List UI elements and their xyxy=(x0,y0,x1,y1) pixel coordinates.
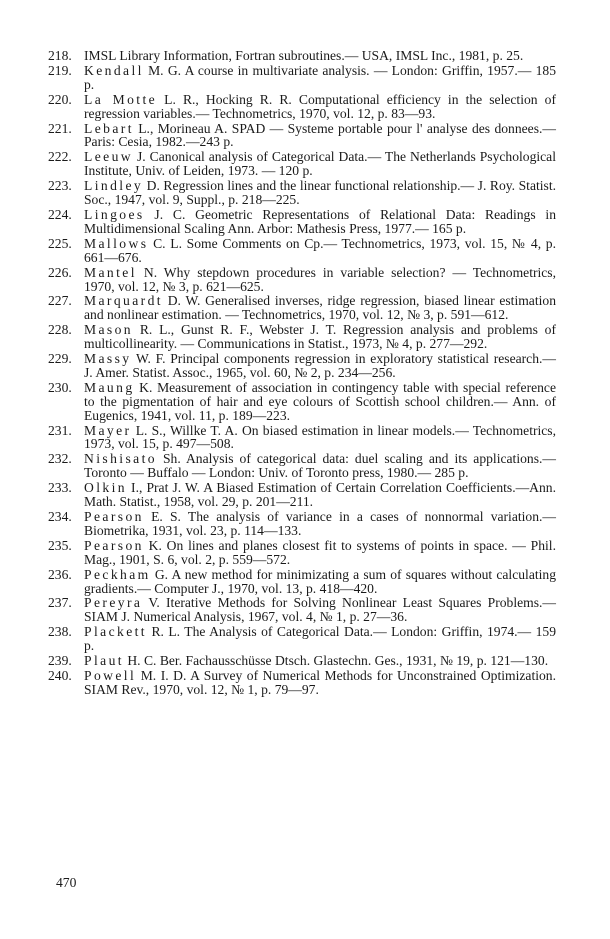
reference-number: 225. xyxy=(48,235,72,251)
reference-text xyxy=(84,323,556,351)
reference-body: G. A new method for minimizating a sum of squares without calculating gradients.— Computer J., 1970, vol. 13, p. 418—420. xyxy=(84,566,556,596)
reference-author: Nishisato xyxy=(84,451,157,467)
reference-entry xyxy=(48,49,556,63)
reference-text xyxy=(84,510,556,538)
reference-number: 228. xyxy=(48,322,72,338)
reference-body: V. Iterative Methods for Solving Nonlinear Least Squares Problems.— SIAM J. Numerical Analysis, 1967, vol. 4, № 1, p. 27—36. xyxy=(84,595,556,625)
reference-number: 232. xyxy=(48,451,72,467)
reference-body: L., Morineau A. SPAD — Systeme portable pour l' analyse des donnees.— Paris: Cesia, 1982.—243 p. xyxy=(84,120,556,150)
reference-author: Mason xyxy=(84,322,134,338)
reference-author: Peckham xyxy=(84,566,151,582)
reference-body: D. Regression lines and the linear functional relationship.— J. Roy. Statist. Soc., 1947, vol. 9, Suppl., p. 218—225. xyxy=(84,178,556,208)
reference-author: Lindley xyxy=(84,178,144,194)
reference-author: Plackett xyxy=(84,624,147,640)
reference-number: 238. xyxy=(48,624,72,640)
reference-author: Mallows xyxy=(84,235,149,251)
reference-number: 235. xyxy=(48,537,72,553)
reference-list xyxy=(48,49,556,698)
reference-author: La Motte xyxy=(84,91,158,107)
reference-entry xyxy=(48,179,556,207)
reference-text xyxy=(84,424,556,452)
reference-author: Leeuw xyxy=(84,149,133,165)
reference-text xyxy=(84,539,556,567)
reference-body: M. G. A course in multivariate analysis. — London: Griffin, 1957.— 185 p. xyxy=(84,62,556,92)
reference-number: 223. xyxy=(48,178,72,194)
reference-number: 227. xyxy=(48,293,72,309)
reference-author: Mantel xyxy=(84,264,137,280)
reference-number: 219. xyxy=(48,62,72,78)
reference-entry xyxy=(48,596,556,624)
reference-author: Olkin xyxy=(84,480,127,496)
reference-author: Lingoes xyxy=(84,206,145,222)
reference-body: J. C. Geometric Representations of Relational Data: Readings in Multidimensional Scaling Ann. Arbor: Mathesis Press, 1977.— 165 p. xyxy=(84,206,556,236)
reference-body: K. Measurement of association in contingency table with special reference to the pigmentation of hair and eye colours of Scottish school children.— Ann. of Eugenics, 1941, vol. 11, p. 189—223. xyxy=(84,379,556,423)
reference-author: Pearson xyxy=(84,537,144,553)
reference-entry xyxy=(48,669,556,697)
reference-entry xyxy=(48,208,556,236)
reference-author: Pereyra xyxy=(84,595,143,611)
reference-text xyxy=(84,669,556,697)
reference-entry xyxy=(48,323,556,351)
reference-number: 221. xyxy=(48,120,72,136)
reference-number: 226. xyxy=(48,264,72,280)
reference-number: 218. xyxy=(48,48,72,63)
reference-number: 231. xyxy=(48,422,72,438)
reference-text xyxy=(84,122,556,150)
reference-entry xyxy=(48,64,556,92)
reference-author: Massy xyxy=(84,351,132,367)
reference-author: Mayer xyxy=(84,422,132,438)
reference-author: Maung xyxy=(84,379,135,395)
reference-author: Marquardt xyxy=(84,293,163,309)
reference-body: H. C. Ber. Fachausschüsse Dtsch. Glastechn. Ges., 1931, № 19, p. 121—130. xyxy=(123,653,549,669)
reference-number: 229. xyxy=(48,351,72,367)
reference-body: Sh. Analysis of categorical data: duel scaling and its applications.— Toronto — Buffalo — London: Univ. of Toronto press, 1980.— 285 p. xyxy=(84,451,556,481)
reference-text xyxy=(84,625,556,653)
reference-number: 239. xyxy=(48,653,72,669)
reference-text xyxy=(84,179,556,207)
reference-body: R. L. The Analysis of Categorical Data.— London: Griffin, 1974.— 159 p. xyxy=(84,624,556,654)
reference-entry xyxy=(48,381,556,423)
reference-entry xyxy=(48,654,556,668)
reference-entry xyxy=(48,237,556,265)
reference-entry xyxy=(48,93,556,121)
reference-body: D. W. Generalised inverses, ridge regression, biased linear estimation and nonlinear estimation. — Technometrics, 1970, vol. 12, № 3, p. 591—612. xyxy=(84,293,556,323)
reference-entry xyxy=(48,568,556,596)
reference-body: C. L. Some Comments on Cp.— Technometrics, 1973, vol. 15, № 4, p. 661—676. xyxy=(84,235,556,265)
reference-text xyxy=(84,481,556,509)
reference-body: K. On lines and planes closest fit to systems of points in space. — Phil. Mag., 1901, S. 6, vol. 2, p. 559—572. xyxy=(84,537,556,567)
reference-number: 224. xyxy=(48,206,72,222)
reference-text xyxy=(84,237,556,265)
reference-entry xyxy=(48,625,556,653)
reference-text xyxy=(84,654,556,668)
reference-text xyxy=(84,352,556,380)
reference-text xyxy=(84,452,556,480)
reference-number: 237. xyxy=(48,595,72,611)
reference-author: Pearson xyxy=(84,509,144,524)
reference-author: Lebart xyxy=(84,120,134,136)
reference-entry xyxy=(48,481,556,509)
reference-author: Plaut xyxy=(84,653,124,669)
reference-number: 234. xyxy=(48,509,72,524)
reference-body: N. Why stepdown procedures in variable selection? — Technometrics, 1970, vol. 12, № 3, p. 621—625. xyxy=(84,264,556,294)
reference-text xyxy=(84,150,556,178)
reference-text xyxy=(84,381,556,423)
reference-body: E. S. The analysis of variance in a cases of nonnormal variation.— Biometrika, 1931, vol. 23, p. 114—133. xyxy=(84,509,556,538)
reference-entry xyxy=(48,424,556,452)
reference-text xyxy=(84,93,556,121)
reference-body: I., Prat J. W. A Biased Estimation of Certain Correlation Coefficients.—Ann. Math. Statist., 1958, vol. 29, p. 201—211. xyxy=(84,480,556,510)
reference-body: R. L., Gunst R. F., Webster J. T. Regression analysis and problems of multicollinearity. — Communications in Statist., 1973, № 4, p. 277—292. xyxy=(84,322,556,352)
reference-entry xyxy=(48,510,556,538)
reference-text xyxy=(84,266,556,294)
reference-number: 222. xyxy=(48,149,72,165)
reference-entry xyxy=(48,266,556,294)
reference-text xyxy=(84,568,556,596)
reference-entry xyxy=(48,452,556,480)
reference-entry xyxy=(48,294,556,322)
reference-entry xyxy=(48,122,556,150)
reference-text xyxy=(84,208,556,236)
reference-number: 236. xyxy=(48,566,72,582)
reference-entry xyxy=(48,539,556,567)
reference-body: L. R., Hocking R. R. Computational efficiency in the selection of regression variables.— Technometrics, 1970, vol. 12, p. 83—93. xyxy=(84,91,556,121)
reference-author: Powell xyxy=(84,667,137,683)
reference-body: W. F. Principal components regression in exploratory statistical research.— J. Amer. Statist. Assoc., 1965, vol. 60, № 2, p. 234—256. xyxy=(84,351,556,380)
reference-body: M. I. D. A Survey of Numerical Methods for Unconstrained Optimization. SIAM Rev., 1970, vol. 12, № 1, p. 79—97. xyxy=(84,667,556,697)
reference-text xyxy=(84,49,556,63)
reference-number: 240. xyxy=(48,667,72,683)
reference-body: L. S., Willke T. A. On biased estimation in linear models.— Technometrics, 1973, vol. 15, p. 497—508. xyxy=(84,422,556,452)
reference-number: 230. xyxy=(48,379,72,395)
reference-text xyxy=(84,64,556,92)
reference-number: 233. xyxy=(48,480,72,496)
reference-body: IMSL Library Information, Fortran subroutines.— USA, IMSL Inc., 1981, p. 25. xyxy=(84,48,524,63)
reference-body: J. Canonical analysis of Categorical Data.— The Netherlands Psychological Institute, Univ. of Leiden, 1973. — 120 p. xyxy=(84,149,556,179)
reference-text xyxy=(84,596,556,624)
reference-number: 220. xyxy=(48,91,72,107)
page-number: 470 xyxy=(56,875,77,890)
reference-author: Kendall xyxy=(84,62,144,78)
reference-entry xyxy=(48,150,556,178)
reference-entry xyxy=(48,352,556,380)
reference-text xyxy=(84,294,556,322)
